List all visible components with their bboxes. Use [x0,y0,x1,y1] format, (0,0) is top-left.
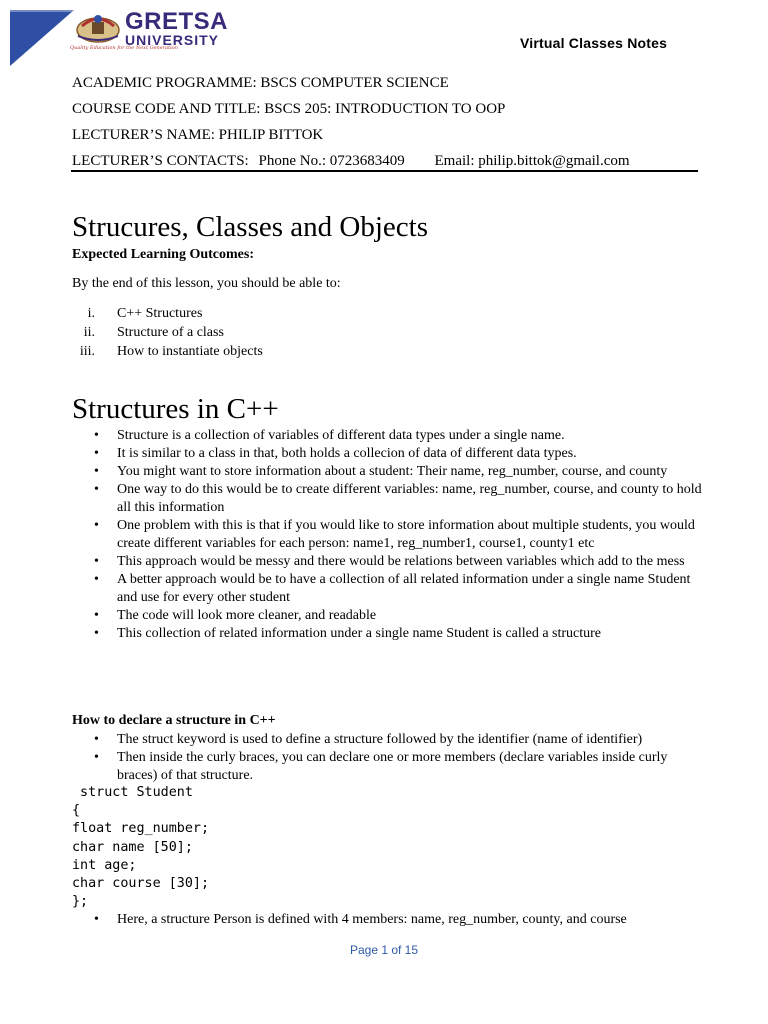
bullet-item [72,625,702,643]
bullet-icon: • [94,554,99,569]
list-item [72,342,372,361]
bullet-item [72,481,702,517]
bullet-item [72,571,702,607]
outcomes-intro: By the end of this lesson, you should be able to: [72,276,341,291]
bullet-text: It is similar to a class in that, both holds a collecion of data of different data types. [117,446,577,461]
bullet-item [72,749,702,785]
bullet-item [72,553,702,571]
list-number: iii. [79,344,95,359]
header-divider [71,170,698,172]
bullet-item [72,445,702,463]
email-value: : philip.bittok@gmail.com [470,153,630,169]
page-number: Page 1 of 15 [349,943,419,957]
bullet-text: One problem with this is that if you would like to store information about multiple students, you would create different variables for each person: name1, reg_number1, course1, county1 etc [117,518,695,551]
phone-value: : 0723683409 [321,153,405,169]
list-text: How to instantiate objects [117,344,263,359]
list-number: ii. [83,325,95,340]
code-block: struct Student { float reg_number; char name [50]; int age; char course [30]; }; [72,785,210,910]
after-code-bullet-list [72,911,702,929]
programme-line: ACADEMIC PROGRAMME: BSCS COMPUTER SCIENCE [72,75,449,91]
bullet-icon: • [94,428,99,443]
list-text: C++ Structures [117,306,203,321]
outcomes-heading: Expected Learning Outcomes: [72,247,254,262]
bullet-item [72,911,702,929]
document-label: Virtual Classes Notes [520,35,668,51]
university-emblem-icon [74,10,122,44]
bullet-text: One way to do this would be to create different variables: name, reg_number, course, and county to hold all this information [117,482,702,515]
university-motto: Quality Education for the Next Generation [70,45,178,51]
phone-label: Phone No. [258,153,322,169]
list-item [72,323,372,342]
contacts-label: LECTURER’S CONTACTS: [72,153,249,169]
section-title: Strucures, Classes and Objects [72,211,428,243]
bullet-text: This approach would be messy and there would be relations between variables which add to the mess [117,554,685,569]
bullet-icon: • [94,572,99,587]
bullet-text: Here, a structure Person is defined with 4 members: name, reg_number, county, and course [117,912,627,927]
course-line: COURSE CODE AND TITLE: BSCS 205: INTRODUCTION TO OOP [72,101,506,117]
list-text: Structure of a class [117,325,224,340]
bullet-icon: • [94,608,99,623]
bullet-item [72,463,702,481]
email-label: Email [434,153,471,169]
section-title-structures: Structures in C++ [72,393,279,425]
list-item [72,304,372,323]
bullet-text: The struct keyword is used to define a structure followed by the identifier (name of identifier) [117,732,643,747]
list-number: i. [87,306,95,321]
bullet-icon: • [94,626,99,641]
bullet-icon: • [94,912,99,927]
bullet-icon: • [94,750,99,765]
university-logo [70,8,240,52]
bullet-text: A better approach would be to have a collection of all related information under a single name Student and use for every other student [117,572,691,605]
bullet-item [72,427,702,445]
bullet-icon: • [94,518,99,533]
declare-heading: How to declare a structure in C++ [72,713,276,728]
bullet-text: The code will look more cleaner, and readable [117,608,377,623]
declare-bullet-list [72,731,702,785]
contacts-line [72,152,630,170]
bullet-item [72,517,702,553]
bullet-icon: • [94,732,99,747]
university-name: GRETSA [125,8,229,35]
lecturer-line: LECTURER’S NAME: PHILIP BITTOK [72,127,324,143]
bullet-icon: • [94,464,99,479]
bullet-icon: • [94,482,99,497]
bullet-text: This collection of related information under a single name Student is called a structure [117,626,602,641]
bullet-icon: • [94,446,99,461]
bullet-text: You might want to store information about a student: Their name, reg_number, course, and county [117,464,668,479]
bullet-item [72,607,702,625]
outcomes-list [72,304,372,361]
bullet-text: Then inside the curly braces, you can declare one or more members (declare variables inside curly braces) of that structure. [117,750,668,783]
bullet-text: Structure is a collection of variables of different data types under a single name. [117,428,565,443]
university-name-line2: UNIVERSITY [125,32,220,48]
bullet-item [72,731,702,749]
structures-bullet-list [72,427,702,643]
